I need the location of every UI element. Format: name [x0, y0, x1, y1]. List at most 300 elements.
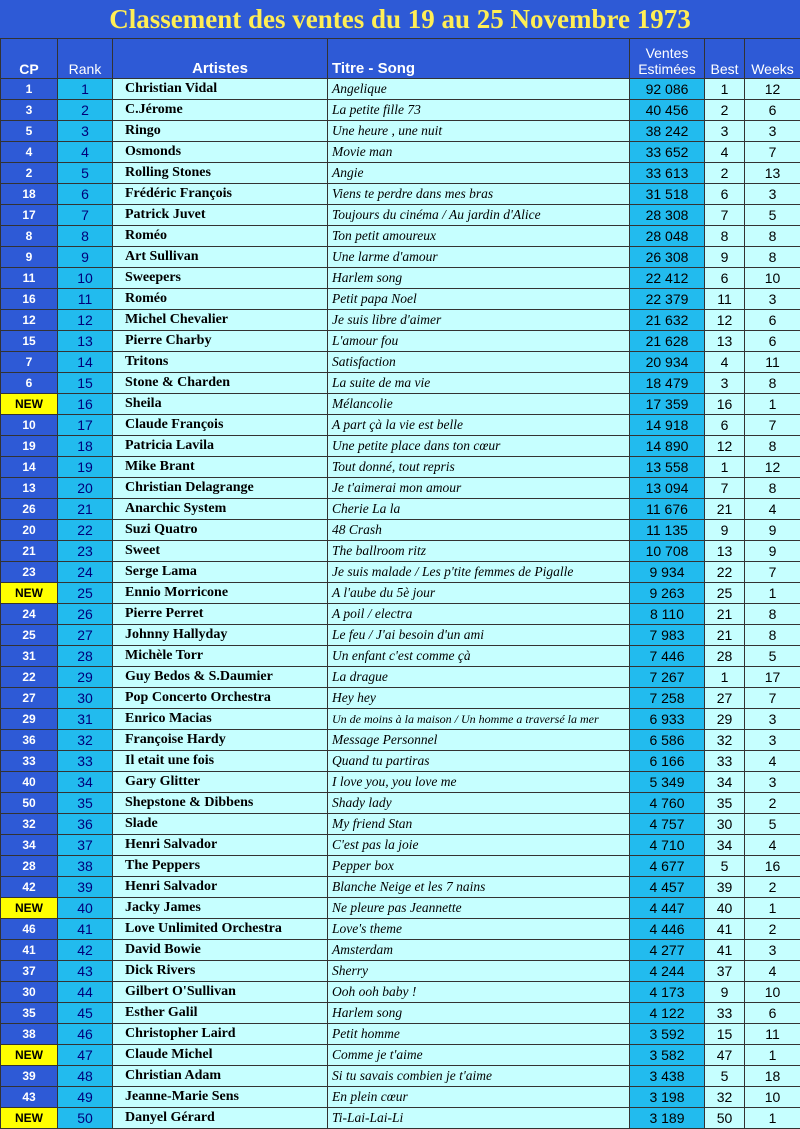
cell-sales: 14 918	[630, 415, 705, 436]
ranking-table	[0, 38, 800, 1129]
table-row	[1, 1045, 800, 1066]
cell-cp: 23	[1, 562, 58, 583]
cell-title: A l'aube du 5è jour	[328, 583, 630, 604]
cell-title: Une larme d'amour	[328, 247, 630, 268]
cell-sales: 4 457	[630, 877, 705, 898]
cell-weeks: 4	[745, 835, 800, 856]
cell-rank: 34	[58, 772, 113, 793]
cell-rank: 41	[58, 919, 113, 940]
cell-weeks: 3	[745, 289, 800, 310]
cell-best: 41	[705, 940, 745, 961]
cell-rank: 18	[58, 436, 113, 457]
table-row	[1, 268, 800, 289]
cell-sales: 22 379	[630, 289, 705, 310]
cell-cp: 50	[1, 793, 58, 814]
cell-weeks: 6	[745, 100, 800, 121]
cell-best: 5	[705, 1066, 745, 1087]
cell-rank: 3	[58, 121, 113, 142]
cell-best: 32	[705, 1087, 745, 1108]
cell-weeks: 6	[745, 310, 800, 331]
cell-weeks: 7	[745, 562, 800, 583]
cell-best: 6	[705, 184, 745, 205]
cell-cp: 1	[1, 79, 58, 100]
cell-cp: 15	[1, 331, 58, 352]
cell-sales: 33 613	[630, 163, 705, 184]
table-row	[1, 310, 800, 331]
cell-rank: 42	[58, 940, 113, 961]
table-row	[1, 667, 800, 688]
cell-artist: Gilbert O'Sullivan	[113, 982, 328, 1003]
cell-cp: 6	[1, 373, 58, 394]
cell-sales: 21 628	[630, 331, 705, 352]
cell-weeks: 1	[745, 898, 800, 919]
cell-artist: Shepstone & Dibbens	[113, 793, 328, 814]
table-row	[1, 289, 800, 310]
cell-sales: 13 094	[630, 478, 705, 499]
cell-title: Ti-Lai-Lai-Li	[328, 1108, 630, 1129]
cell-title: C'est pas la joie	[328, 835, 630, 856]
cell-best: 9	[705, 982, 745, 1003]
cell-weeks: 2	[745, 919, 800, 940]
cell-best: 39	[705, 877, 745, 898]
table-row	[1, 730, 800, 751]
cell-title: Cherie La la	[328, 499, 630, 520]
cell-title: Toujours du cinéma / Au jardin d'Alice	[328, 205, 630, 226]
cell-artist: Ennio Morricone	[113, 583, 328, 604]
cell-rank: 15	[58, 373, 113, 394]
cell-weeks: 8	[745, 625, 800, 646]
cell-best: 13	[705, 331, 745, 352]
cell-cp: 31	[1, 646, 58, 667]
cell-title: Blanche Neige et les 7 nains	[328, 877, 630, 898]
cell-title: Comme je t'aime	[328, 1045, 630, 1066]
table-row	[1, 1024, 800, 1045]
cell-rank: 31	[58, 709, 113, 730]
cell-title: Harlem song	[328, 1003, 630, 1024]
table-row	[1, 1003, 800, 1024]
cell-rank: 1	[58, 79, 113, 100]
cell-sales: 4 173	[630, 982, 705, 1003]
cell-cp: 2	[1, 163, 58, 184]
cell-title: Un enfant c'est comme çà	[328, 646, 630, 667]
cell-best: 30	[705, 814, 745, 835]
cell-weeks: 8	[745, 373, 800, 394]
cell-artist: Claude Michel	[113, 1045, 328, 1066]
cell-best: 7	[705, 478, 745, 499]
table-row	[1, 1108, 800, 1129]
cell-weeks: 11	[745, 1024, 800, 1045]
cell-rank: 2	[58, 100, 113, 121]
cell-rank: 38	[58, 856, 113, 877]
cell-title: Tout donné, tout repris	[328, 457, 630, 478]
cell-artist: Michel Chevalier	[113, 310, 328, 331]
cell-cp: NEW	[1, 583, 58, 604]
cell-artist: Michèle Torr	[113, 646, 328, 667]
cell-sales: 3 189	[630, 1108, 705, 1129]
table-row	[1, 478, 800, 499]
cell-weeks: 3	[745, 772, 800, 793]
table-row	[1, 541, 800, 562]
cell-sales: 6 166	[630, 751, 705, 772]
cell-sales: 11 676	[630, 499, 705, 520]
cell-title: Sherry	[328, 961, 630, 982]
cell-cp: 22	[1, 667, 58, 688]
cell-best: 50	[705, 1108, 745, 1129]
cell-best: 25	[705, 583, 745, 604]
cell-cp: 43	[1, 1087, 58, 1108]
cell-title: Harlem song	[328, 268, 630, 289]
cell-title: En plein cœur	[328, 1087, 630, 1108]
cell-cp: 34	[1, 835, 58, 856]
cell-title: A poil / electra	[328, 604, 630, 625]
cell-artist: Pierre Charby	[113, 331, 328, 352]
cell-best: 8	[705, 226, 745, 247]
cell-sales: 3 198	[630, 1087, 705, 1108]
cell-cp: 4	[1, 142, 58, 163]
table-row	[1, 625, 800, 646]
table-row	[1, 856, 800, 877]
cell-best: 3	[705, 121, 745, 142]
table-row	[1, 646, 800, 667]
cell-cp: 9	[1, 247, 58, 268]
cell-artist: Henri Salvador	[113, 877, 328, 898]
cell-sales: 3 592	[630, 1024, 705, 1045]
cell-title: Si tu savais combien je t'aime	[328, 1066, 630, 1087]
table-row	[1, 331, 800, 352]
cell-weeks: 8	[745, 436, 800, 457]
cell-sales: 4 122	[630, 1003, 705, 1024]
cell-best: 13	[705, 541, 745, 562]
cell-title: Mélancolie	[328, 394, 630, 415]
cell-title: Hey hey	[328, 688, 630, 709]
cell-cp: 36	[1, 730, 58, 751]
cell-sales: 22 412	[630, 268, 705, 289]
cell-artist: Osmonds	[113, 142, 328, 163]
cell-cp: 27	[1, 688, 58, 709]
cell-title: Je suis malade / Les p'tite femmes de Pigalle	[328, 562, 630, 583]
cell-sales: 28 048	[630, 226, 705, 247]
cell-cp: 12	[1, 310, 58, 331]
header-sales	[630, 39, 705, 79]
cell-rank: 8	[58, 226, 113, 247]
table-row	[1, 898, 800, 919]
cell-weeks: 10	[745, 1087, 800, 1108]
cell-rank: 39	[58, 877, 113, 898]
cell-title: Love's theme	[328, 919, 630, 940]
cell-sales: 17 359	[630, 394, 705, 415]
cell-rank: 35	[58, 793, 113, 814]
cell-best: 29	[705, 709, 745, 730]
cell-best: 21	[705, 499, 745, 520]
cell-best: 2	[705, 163, 745, 184]
cell-artist: Gary Glitter	[113, 772, 328, 793]
cell-artist: Christopher Laird	[113, 1024, 328, 1045]
cell-sales: 7 258	[630, 688, 705, 709]
cell-artist: Anarchic System	[113, 499, 328, 520]
cell-sales: 10 708	[630, 541, 705, 562]
cell-cp: 32	[1, 814, 58, 835]
cell-rank: 4	[58, 142, 113, 163]
cell-rank: 36	[58, 814, 113, 835]
cell-weeks: 18	[745, 1066, 800, 1087]
table-row	[1, 247, 800, 268]
cell-rank: 25	[58, 583, 113, 604]
cell-best: 34	[705, 835, 745, 856]
cell-best: 6	[705, 415, 745, 436]
cell-weeks: 2	[745, 793, 800, 814]
cell-title: Quand tu partiras	[328, 751, 630, 772]
table-row	[1, 814, 800, 835]
cell-weeks: 16	[745, 856, 800, 877]
cell-best: 35	[705, 793, 745, 814]
header-cp: CP	[1, 39, 58, 79]
cell-sales: 38 242	[630, 121, 705, 142]
cell-rank: 10	[58, 268, 113, 289]
table-row	[1, 1066, 800, 1087]
cell-artist: Claude François	[113, 415, 328, 436]
cell-cp: 42	[1, 877, 58, 898]
cell-best: 47	[705, 1045, 745, 1066]
cell-cp: 19	[1, 436, 58, 457]
cell-rank: 13	[58, 331, 113, 352]
cell-cp: 25	[1, 625, 58, 646]
cell-rank: 30	[58, 688, 113, 709]
cell-weeks: 7	[745, 415, 800, 436]
cell-best: 11	[705, 289, 745, 310]
cell-sales: 20 934	[630, 352, 705, 373]
cell-best: 33	[705, 1003, 745, 1024]
cell-weeks: 3	[745, 709, 800, 730]
cell-rank: 32	[58, 730, 113, 751]
cell-cp: 20	[1, 520, 58, 541]
table-row	[1, 919, 800, 940]
cell-artist: Françoise Hardy	[113, 730, 328, 751]
cell-best: 9	[705, 247, 745, 268]
cell-sales: 31 518	[630, 184, 705, 205]
cell-title: La drague	[328, 667, 630, 688]
table-row	[1, 436, 800, 457]
cell-best: 7	[705, 205, 745, 226]
cell-rank: 21	[58, 499, 113, 520]
table-row	[1, 583, 800, 604]
cell-title: Je t'aimerai mon amour	[328, 478, 630, 499]
cell-artist: David Bowie	[113, 940, 328, 961]
cell-best: 41	[705, 919, 745, 940]
cell-artist: Johnny Hallyday	[113, 625, 328, 646]
cell-weeks: 9	[745, 541, 800, 562]
cell-artist: Patricia Lavila	[113, 436, 328, 457]
table-row	[1, 100, 800, 121]
cell-sales: 33 652	[630, 142, 705, 163]
cell-weeks: 8	[745, 247, 800, 268]
cell-cp: 11	[1, 268, 58, 289]
cell-cp: 21	[1, 541, 58, 562]
cell-sales: 26 308	[630, 247, 705, 268]
cell-weeks: 1	[745, 1045, 800, 1066]
cell-weeks: 3	[745, 940, 800, 961]
cell-rank: 22	[58, 520, 113, 541]
cell-best: 27	[705, 688, 745, 709]
cell-cp: 5	[1, 121, 58, 142]
cell-artist: Suzi Quatro	[113, 520, 328, 541]
table-row	[1, 772, 800, 793]
cell-cp: 37	[1, 961, 58, 982]
cell-artist: Pop Concerto Orchestra	[113, 688, 328, 709]
cell-cp: 8	[1, 226, 58, 247]
cell-cp: 40	[1, 772, 58, 793]
cell-sales: 4 244	[630, 961, 705, 982]
cell-artist: Mike Brant	[113, 457, 328, 478]
cell-rank: 11	[58, 289, 113, 310]
cell-weeks: 8	[745, 478, 800, 499]
table-row	[1, 688, 800, 709]
cell-cp: 10	[1, 415, 58, 436]
cell-title: L'amour fou	[328, 331, 630, 352]
header-artist: Artistes	[113, 39, 328, 79]
cell-best: 1	[705, 457, 745, 478]
cell-title: Movie man	[328, 142, 630, 163]
cell-sales: 18 479	[630, 373, 705, 394]
cell-title: 48 Crash	[328, 520, 630, 541]
table-row	[1, 520, 800, 541]
cell-weeks: 1	[745, 394, 800, 415]
cell-weeks: 11	[745, 352, 800, 373]
cell-best: 9	[705, 520, 745, 541]
cell-rank: 49	[58, 1087, 113, 1108]
cell-sales: 3 438	[630, 1066, 705, 1087]
cell-title: Angelique	[328, 79, 630, 100]
cell-artist: Christian Vidal	[113, 79, 328, 100]
cell-sales: 3 582	[630, 1045, 705, 1066]
cell-artist: Sweepers	[113, 268, 328, 289]
cell-artist: Roméo	[113, 226, 328, 247]
cell-best: 40	[705, 898, 745, 919]
cell-weeks: 10	[745, 982, 800, 1003]
cell-title: Amsterdam	[328, 940, 630, 961]
cell-artist: Jeanne-Marie Sens	[113, 1087, 328, 1108]
cell-sales: 4 277	[630, 940, 705, 961]
cell-artist: Christian Delagrange	[113, 478, 328, 499]
cell-weeks: 4	[745, 751, 800, 772]
cell-weeks: 13	[745, 163, 800, 184]
cell-best: 16	[705, 394, 745, 415]
cell-title: Le feu / J'ai besoin d'un ami	[328, 625, 630, 646]
cell-rank: 17	[58, 415, 113, 436]
header-rank: Rank	[58, 39, 113, 79]
cell-best: 4	[705, 142, 745, 163]
cell-title: La suite de ma vie	[328, 373, 630, 394]
cell-weeks: 8	[745, 604, 800, 625]
cell-sales: 4 760	[630, 793, 705, 814]
cell-rank: 16	[58, 394, 113, 415]
cell-artist: Rolling Stones	[113, 163, 328, 184]
cell-best: 15	[705, 1024, 745, 1045]
cell-rank: 48	[58, 1066, 113, 1087]
cell-sales: 4 446	[630, 919, 705, 940]
table-row	[1, 604, 800, 625]
cell-cp: 7	[1, 352, 58, 373]
table-row	[1, 394, 800, 415]
cell-weeks: 4	[745, 961, 800, 982]
cell-rank: 45	[58, 1003, 113, 1024]
cell-title: Ton petit amoureux	[328, 226, 630, 247]
cell-best: 4	[705, 352, 745, 373]
cell-title: Ooh ooh baby !	[328, 982, 630, 1003]
cell-sales: 4 757	[630, 814, 705, 835]
cell-weeks: 5	[745, 814, 800, 835]
cell-cp: 33	[1, 751, 58, 772]
cell-rank: 27	[58, 625, 113, 646]
cell-cp: 28	[1, 856, 58, 877]
cell-weeks: 6	[745, 1003, 800, 1024]
cell-rank: 9	[58, 247, 113, 268]
table-row	[1, 1087, 800, 1108]
cell-rank: 28	[58, 646, 113, 667]
cell-title: Petit homme	[328, 1024, 630, 1045]
cell-best: 1	[705, 667, 745, 688]
cell-artist: Ringo	[113, 121, 328, 142]
cell-title: Message Personnel	[328, 730, 630, 751]
cell-weeks: 17	[745, 667, 800, 688]
cell-best: 2	[705, 100, 745, 121]
cell-sales: 28 308	[630, 205, 705, 226]
cell-cp: 30	[1, 982, 58, 1003]
cell-cp: 16	[1, 289, 58, 310]
cell-artist: Enrico Macias	[113, 709, 328, 730]
cell-best: 34	[705, 772, 745, 793]
cell-title: Shady lady	[328, 793, 630, 814]
cell-artist: Art Sullivan	[113, 247, 328, 268]
cell-sales: 4 710	[630, 835, 705, 856]
cell-sales: 11 135	[630, 520, 705, 541]
cell-weeks: 1	[745, 583, 800, 604]
cell-weeks: 6	[745, 331, 800, 352]
cell-cp: 41	[1, 940, 58, 961]
cell-artist: The Peppers	[113, 856, 328, 877]
cell-rank: 40	[58, 898, 113, 919]
cell-rank: 14	[58, 352, 113, 373]
cell-artist: Tritons	[113, 352, 328, 373]
table-row	[1, 835, 800, 856]
cell-weeks: 7	[745, 142, 800, 163]
cell-best: 12	[705, 436, 745, 457]
cell-rank: 12	[58, 310, 113, 331]
cell-rank: 26	[58, 604, 113, 625]
cell-weeks: 9	[745, 520, 800, 541]
table-body	[1, 79, 800, 1129]
cell-artist: Sweet	[113, 541, 328, 562]
cell-sales: 7 983	[630, 625, 705, 646]
table-row	[1, 877, 800, 898]
table-row	[1, 79, 800, 100]
cell-weeks: 1	[745, 1108, 800, 1129]
cell-sales: 92 086	[630, 79, 705, 100]
cell-weeks: 3	[745, 730, 800, 751]
cell-artist: Christian Adam	[113, 1066, 328, 1087]
cell-cp: NEW	[1, 1108, 58, 1129]
cell-title: Pepper box	[328, 856, 630, 877]
cell-artist: Stone & Charden	[113, 373, 328, 394]
cell-sales: 6 586	[630, 730, 705, 751]
cell-title: I love you, you love me	[328, 772, 630, 793]
cell-weeks: 7	[745, 688, 800, 709]
cell-cp: 29	[1, 709, 58, 730]
cell-title: Un de moins à la maison / Un homme a traversé la mer	[328, 709, 630, 730]
cell-title: Je suis libre d'aimer	[328, 310, 630, 331]
cell-title: Angie	[328, 163, 630, 184]
cell-rank: 23	[58, 541, 113, 562]
table-row	[1, 982, 800, 1003]
